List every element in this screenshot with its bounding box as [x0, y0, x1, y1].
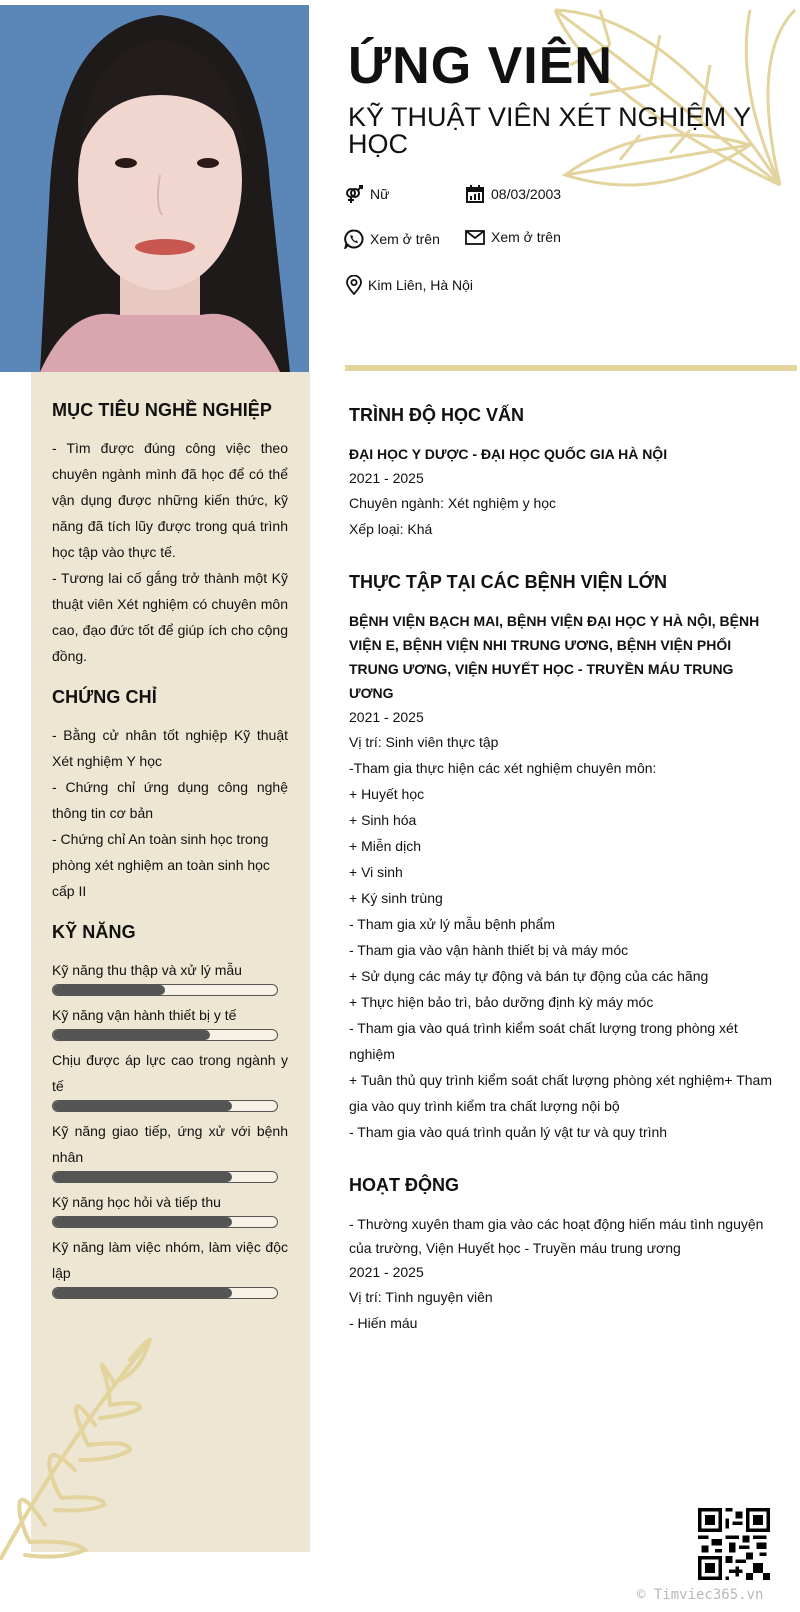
certificate-item: - Chứng chỉ ứng dụng công nghệ thông tin cơ bản	[52, 779, 288, 821]
skill-bar	[52, 1171, 278, 1183]
location-icon	[344, 275, 364, 295]
education-major: Chuyên ngành: Xét nghiệm y học	[349, 495, 557, 511]
main-content	[349, 405, 779, 1366]
internship-period: 2021 - 2025	[349, 709, 424, 725]
internship-line: + Thực hiện bảo trì, bảo dưỡng định kỳ máy móc	[349, 994, 654, 1010]
skills-section	[52, 922, 288, 1299]
skill-item	[52, 1002, 288, 1041]
gender-info	[344, 184, 389, 204]
internship-line: + Miễn dịch	[349, 838, 421, 854]
education-grade: Xếp loại: Khá	[349, 521, 433, 537]
skill-item	[52, 1234, 288, 1299]
mail-icon	[465, 227, 485, 247]
skill-bar	[52, 1100, 278, 1112]
birthday-info	[465, 184, 561, 204]
activity-description: - Thường xuyên tham gia vào các hoạt động hiến máu tình nguyện của trường, Viện Huyết học - Truyền máu trung ương	[349, 1216, 764, 1256]
objective-title: MỤC TIÊU NGHỀ NGHIỆP	[52, 400, 273, 420]
skill-bar-fill	[53, 985, 165, 995]
internship-section	[349, 572, 779, 1145]
phone-info	[344, 229, 440, 249]
skill-item	[52, 1118, 288, 1183]
internship-position: Vị trí: Sinh viên thực tập	[349, 734, 499, 750]
skill-bar	[52, 1216, 278, 1228]
skill-bar-fill	[53, 1101, 232, 1111]
internship-line: + Tuân thủ quy trình kiểm soát chất lượng phòng xét nghiệm+ Tham gia vào quy trình kiểm tra chất lượng nội bộ	[349, 1072, 772, 1114]
certificate-item: - Chứng chỉ An toàn sinh học trong phòng xét nghiệm an toàn sinh học cấp II	[52, 831, 270, 899]
objective-paragraph: - Tương lai cố gắng trở thành một Kỹ thuật viên Xét nghiệm có chuyên môn cao, đạo đức tốt để giúp ích cho cộng đồng.	[52, 570, 288, 664]
skill-label: Kỹ năng làm việc nhóm, làm việc độc lập	[52, 1239, 288, 1281]
header-divider	[345, 365, 797, 371]
education-period: 2021 - 2025	[349, 470, 424, 486]
activity-period: 2021 - 2025	[349, 1264, 424, 1280]
internship-line: + Ký sinh trùng	[349, 890, 443, 906]
skill-bar	[52, 1029, 278, 1041]
qr-code-icon	[698, 1508, 770, 1580]
calendar-icon	[465, 184, 485, 204]
objective-paragraph: - Tìm được đúng công việc theo chuyên ngành mình đã học để có thể vận dụng được những kiến thức, kỹ năng đã tích lũy được trong quá trình học tập vào thực tế.	[52, 440, 288, 560]
internship-line: - Tham gia vào quá trình quản lý vật tư và quy trình	[349, 1124, 668, 1140]
internship-line: - Tham gia vào vận hành thiết bị và máy móc	[349, 942, 629, 958]
skill-label: Kỹ năng vận hành thiết bị y tế	[52, 1007, 237, 1023]
certificate-item: - Bằng cử nhân tốt nghiệp Kỹ thuật Xét nghiệm Y học	[52, 727, 288, 769]
skill-item	[52, 957, 288, 996]
activity-position: Vị trí: Tình nguyện viên	[349, 1289, 493, 1305]
internship-line: + Sử dụng các máy tự động và bán tự động của các hãng	[349, 968, 709, 984]
certificates-section	[52, 687, 288, 904]
internship-line: - Tham gia xử lý mẫu bệnh phẩm	[349, 916, 555, 932]
objective-section	[52, 400, 288, 669]
candidate-name: ỨNG VIÊN	[348, 37, 613, 95]
skill-label: Kỹ năng học hỏi và tiếp thu	[52, 1194, 221, 1210]
address-info	[344, 275, 473, 295]
job-title: KỸ THUẬT VIÊN XÉT NGHIỆM Y HỌC	[348, 102, 751, 159]
internship-line: + Huyết học	[349, 786, 425, 802]
avatar-photo	[0, 5, 309, 372]
email-value: Xem ở trên	[491, 229, 561, 245]
skill-item	[52, 1047, 288, 1112]
skill-bar-fill	[53, 1030, 210, 1040]
internship-line: + Sinh hóa	[349, 812, 417, 828]
skill-bar	[52, 984, 278, 996]
activities-title: HOẠT ĐỘNG	[349, 1175, 459, 1195]
skill-item	[52, 1189, 288, 1228]
skill-bar-fill	[53, 1217, 232, 1227]
internship-line: -Tham gia thực hiện các xét nghiệm chuyên môn:	[349, 760, 657, 776]
address-value: Kim Liên, Hà Nội	[368, 277, 474, 293]
gender-value: Nữ	[370, 186, 390, 202]
certificates-title: CHỨNG CHỈ	[52, 687, 157, 707]
skill-label: Chịu được áp lực cao trong ngành y tế	[52, 1052, 288, 1094]
activity-detail: - Hiến máu	[349, 1315, 418, 1331]
skill-bar	[52, 1287, 278, 1299]
email-info	[465, 227, 561, 247]
cv-header	[348, 36, 788, 158]
internship-org: BỆNH VIỆN BẠCH MAI, BỆNH VIỆN ĐẠI HỌC Y HÀ NỘI, BỆNH VIỆN E, BỆNH VIỆN NHI TRUNG ƯƠNG, BỆNH VIỆN PHỔI TRUNG ƯƠNG, VIỆN HUYẾT HỌC - TRUYỀN MÁU TRUNG ƯƠNG	[349, 613, 760, 701]
skill-label: Kỹ năng thu thập và xử lý mẫu	[52, 962, 242, 978]
gender-icon	[344, 184, 364, 204]
internship-line: + Vi sinh	[349, 864, 403, 880]
skill-label: Kỹ năng giao tiếp, ứng xử với bệnh nhân	[52, 1123, 288, 1165]
birthday-value: 08/03/2003	[491, 186, 562, 202]
sidebar-content	[52, 400, 288, 1317]
phone-value: Xem ở trên	[370, 231, 440, 247]
education-section	[349, 405, 779, 542]
internship-title: THỰC TẬP TẠI CÁC BỆNH VIỆN LỚN	[349, 572, 667, 592]
phone-icon	[344, 229, 364, 249]
school-name: ĐẠI HỌC Y DƯỢC - ĐẠI HỌC QUỐC GIA HÀ NỘI	[349, 446, 668, 462]
education-title: TRÌNH ĐỘ HỌC VẤN	[349, 405, 524, 425]
decorative-branch-icon	[0, 1330, 170, 1560]
activities-section	[349, 1175, 779, 1336]
skill-bar-fill	[53, 1288, 232, 1298]
skills-title: KỸ NĂNG	[52, 922, 136, 942]
watermark: © Timviec365.vn	[637, 1587, 764, 1603]
internship-line: - Tham gia vào quá trình kiểm soát chất lượng trong phòng xét nghiệm	[349, 1020, 738, 1062]
skill-bar-fill	[53, 1172, 232, 1182]
